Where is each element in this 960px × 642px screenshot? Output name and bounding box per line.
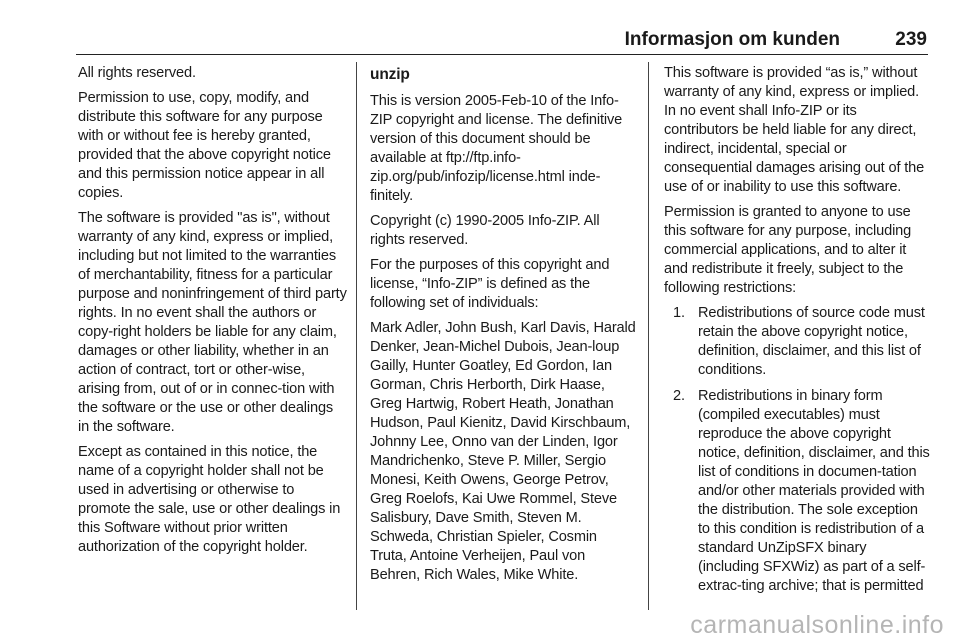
column-divider (356, 62, 357, 610)
paragraph: Except as contained in this notice, the name of a copyright holder shall not be used in advertising or otherwise to promote the sale, use or other dealings in this Software without prior written authorization of the copyright holder. (78, 444, 341, 555)
section-heading-unzip: unzip (370, 66, 410, 83)
text-column-1 (78, 64, 348, 563)
paragraph: This is version 2005-Feb-10 of the Info-ZIP copyright and license. The definitive version of this document should be available at ftp://ftp.info-zip.org/pub/infozip/license.html inde-finitely. (370, 93, 623, 204)
header-divider (76, 54, 928, 55)
paragraph: For the purposes of this copyright and license, “Info-ZIP” is defined as the following set of individuals: (370, 257, 610, 311)
paragraph: Permission is granted to anyone to use this software for any purpose, including commercial applications, and to alter it and redistribute it freely, subject to the following restrictions: (664, 204, 912, 296)
text-column-3 (664, 64, 930, 603)
paragraph: Copyright (c) 1990-2005 Info-ZIP. All rights reserved. (370, 213, 600, 248)
page-title: Informasjon om kunden (624, 29, 840, 50)
page-header (0, 0, 960, 56)
paragraph: This software is provided “as is,” without warranty of any kind, express or implied. In no event shall Info-ZIP or its contributors be held liable for any direct, indirect, incidental, special or consequential damages arising out of the use of or inability to use this software. (664, 65, 925, 195)
list-text: Redistributions in binary form (compiled executables) must reproduce the above copyright notice, definition, disclaimer, and this list of conditions in documen-tation and/or other materials provided with the distribution. The sole exception to this condition is redistribution of a standard UnZipSFX binary (including SFXWiz) as part of a self-extrac-ting archive; that is permitted (698, 388, 930, 594)
paragraph: Permission to use, copy, modify, and distribute this software for any purpose with or without fee is hereby granted, provided that the above copyright notice and this permission notice appear in all copies. (78, 90, 331, 201)
watermark: carmanualsonline.info (690, 611, 944, 639)
list-item (673, 387, 930, 596)
list-number: 1. (673, 305, 685, 321)
page-number: 239 (895, 29, 927, 50)
paragraph: The software is provided "as is", without warranty of any kind, express or implied, including but not limited to the warranties of merchantability, fitness for a particular purpose and noninfringement of third party rights. In no event shall the authors or copy-right holders be liable for any claim, damages or other liability, whether in an action of contract, tort or other-wise, arising from, out of or in connec-tion with the software or the use or other dealings in the software. (78, 210, 347, 435)
paragraph: Mark Adler, John Bush, Karl Davis, Harald Denker, Jean-Michel Dubois, Jean-loup Gailly, Hunter Goatley, Ed Gordon, Ian Gorman, Chris Herborth, Dirk Haase, Greg Hartwig, Robert Heath, Jonathan Hudson, Paul Kienitz, David Kirschbaum, Johnny Lee, Onno van der Linden, Igor Mandrichenko, Steve P. Miller, Sergio Monesi, Keith Owens, George Petrov, Greg Roelofs, Kai Uwe Rommel, Steve Salisbury, Dave Smith, Steven M. Schweda, Christian Spieler, Cosmin Truta, Antoine Verheijen, Paul von Behren, Rich Wales, Mike White. (370, 320, 636, 583)
text-column-2 (370, 64, 636, 591)
list-number: 2. (673, 388, 685, 404)
column-divider (648, 62, 649, 610)
paragraph: All rights reserved. (78, 65, 196, 81)
list-item (673, 304, 930, 380)
list-text: Redistributions of source code must retain the above copyright notice, definition, disclaimer, and this list of conditions. (698, 305, 925, 378)
